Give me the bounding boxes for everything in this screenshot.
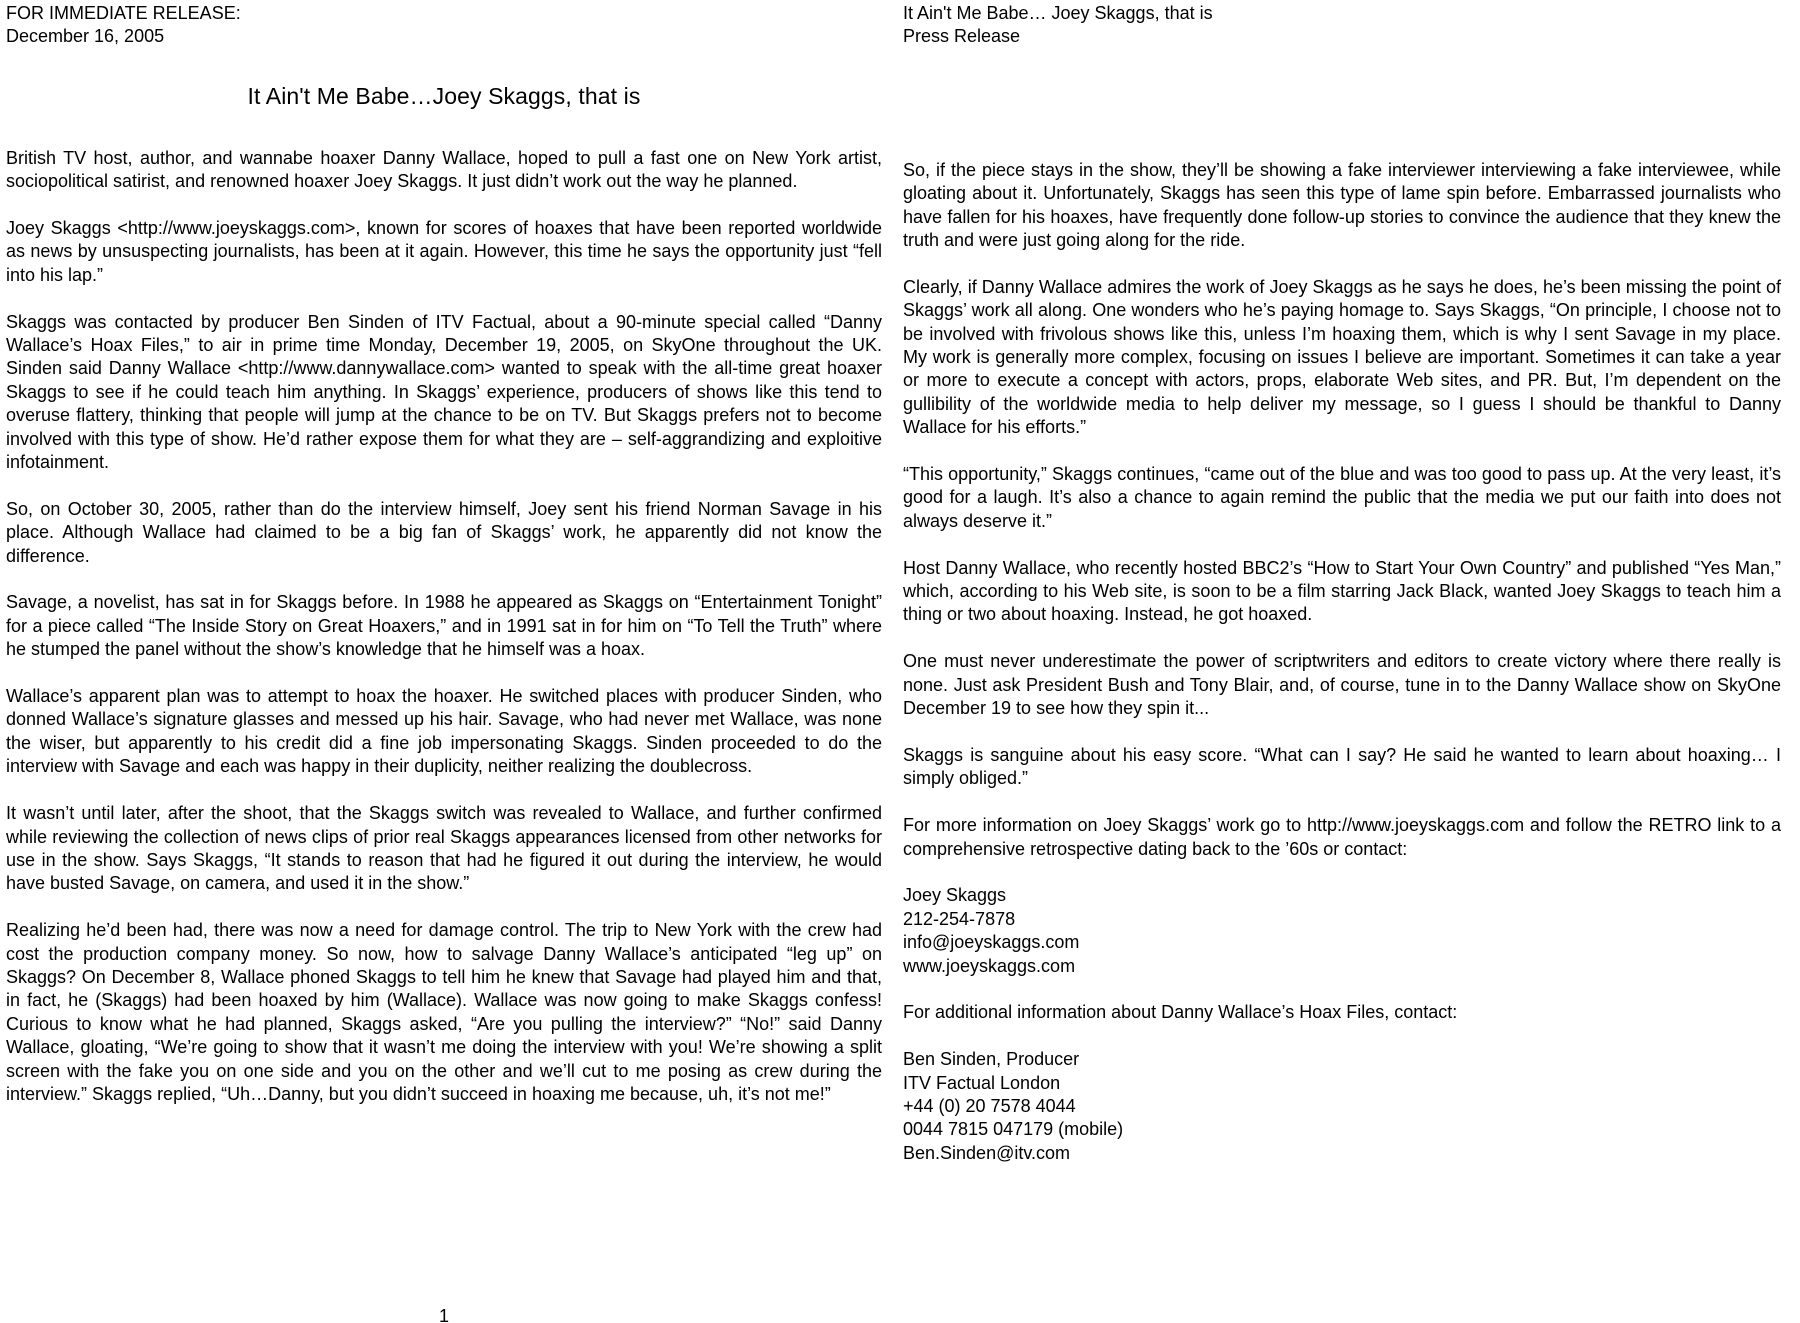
- release-date: December 16, 2005: [6, 26, 165, 47]
- running-header-title: It Ain't Me Babe… Joey Skaggs, that is: [903, 3, 1213, 23]
- document-title: It Ain't Me Babe…Joey Skaggs, that is: [247, 82, 641, 109]
- paragraph: Skaggs is sanguine about his easy score. “What can I say? He said he wanted to learn about hoaxing… I simply obliged.”: [903, 744, 1781, 789]
- paragraph: Joey Skaggs <http://www.joeyskaggs.com>, known for scores of hoaxes that have been reported worldwide as news by unsuspecting journalists, has been at it again. However, this time he says the opportunity just “fell into his lap.”: [6, 218, 882, 285]
- paragraph: Realizing he’d been had, there was now a need for damage control. The trip to New York with the crew had cost the production company money. So now, how to salvage Danny Wallace’s anticipated “leg up” on Skaggs? On December 8, Wallace phoned Skaggs to tell him he knew that Savage had played him and that, in fact, he (Skaggs) had been hoaxed by him (Wallace). Wallace was now going to make Skaggs confess! Curious to know what he had planned, Skaggs asked, “Are you pulling the interview?” “No!” said Danny Wallace, gloating, “We’re going to show that it wasn’t me doing the interview with you! We’re showing a split screen with the fake you on one side and you on the other and we’ll cut to me posing as crew during the interview.” Skaggs replied, “Uh…Danny, but you didn’t succeed in hoaxing me because, uh, it’s not me!”: [6, 920, 882, 1104]
- paragraph: “This opportunity,” Skaggs continues, “came out of the blue and was too good to pass up. At the very least, it’s good for a laugh. It’s also a chance to again remind the public that the media we put our faith into does not always deserve it.”: [903, 464, 1781, 531]
- left-column: [6, 2, 882, 1106]
- running-header: [903, 2, 1781, 49]
- paragraph: One must never underestimate the power of scriptwriters and editors to create victory where there really is none. Just ask President Bush and Tony Blair, and, of course, tune in to the Danny Wallace show on SkyOne December 19 to see how they spin it...: [903, 651, 1781, 719]
- ben-sinden-contact: [903, 1048, 1781, 1165]
- paragraph: For more information on Joey Skaggs’ work go to http://www.joeyskaggs.com and follow the RETRO link to a comprehensive retrospective dating back to the ’60s or contact:: [903, 815, 1781, 859]
- running-header-subtitle: Press Release: [903, 26, 1021, 47]
- right-column-body: [903, 159, 1781, 1165]
- release-label: FOR IMMEDIATE RELEASE:: [6, 3, 241, 23]
- release-header: [6, 2, 882, 49]
- contact-mobile: 0044 7815 047179 (mobile): [903, 1119, 1124, 1140]
- joey-skaggs-contact: [903, 884, 1781, 978]
- page-number: 1: [438, 1306, 449, 1323]
- contact-email: Ben.Sinden@itv.com: [903, 1142, 1071, 1163]
- contact-company: ITV Factual London: [903, 1072, 1061, 1093]
- contact-phone: 212-254-7878: [903, 908, 1016, 929]
- paragraph: Wallace’s apparent plan was to attempt to hoax the hoaxer. He switched places with producer Sinden, who donned Wallace’s signature glasses and messed up his hair. Savage, who had never met Wallace, was none the wiser, but apparently to his credit did a fine job impersonating Skaggs. Sinden proceeded to do the interview with Savage and each was happy in their duplicity, neither realizing the doublecross.: [6, 686, 882, 777]
- paragraph: So, if the piece stays in the show, they’ll be showing a fake interviewer interviewing a fake interviewee, while gloating about it. Unfortunately, Skaggs has seen this type of lame spin before. Embarrassed journalists who have fallen for his hoaxes, have frequently done follow-up stories to convince the audience that they knew the truth and were just going along for the ride.: [903, 159, 1781, 251]
- contact-email: info@joeyskaggs.com: [903, 932, 1080, 953]
- paragraph: Savage, a novelist, has sat in for Skaggs before. In 1988 he appeared as Skaggs on “Entertainment Tonight” for a piece called “The Inside Story on Great Hoaxers,” and in 1991 sat in for him on “To Tell the Truth” where he stumped the panel without the show’s knowledge that he himself was a hoax.: [6, 592, 882, 660]
- paragraph: Skaggs was contacted by producer Ben Sinden of ITV Factual, about a 90-minute special called “Danny Wallace’s Hoax Files,” to air in prime time Monday, December 19, 2005, on SkyOne throughout the UK. Sinden said Danny Wallace <http://www.dannywallace.com> wanted to speak with the all-time great hoaxer Skaggs to see if he could teach him anything. In Skaggs’ experience, producers of shows like this tend to overuse flattery, thinking that people will jump at the chance to be on TV. But Skaggs prefers not to become involved with this type of show. He’d rather expose them for what they are – self-aggrandizing and exploitive infotainment.: [6, 311, 882, 473]
- contact-website: www.joeyskaggs.com: [903, 955, 1076, 976]
- contact-name: Joey Skaggs: [903, 885, 1007, 906]
- paragraph: So, on October 30, 2005, rather than do the interview himself, Joey sent his friend Norman Savage in his place. Although Wallace had claimed to be a big fan of Skaggs’ work, he apparently did not know the difference.: [6, 498, 882, 566]
- contact-name: Ben Sinden, Producer: [903, 1049, 1080, 1070]
- right-column: [903, 2, 1781, 1165]
- paragraph: British TV host, author, and wannabe hoaxer Danny Wallace, hoped to pull a fast one on New York artist, sociopolitical satirist, and renowned hoaxer Joey Skaggs. It just didn’t work out the way he planned.: [6, 147, 882, 192]
- paragraph: It wasn’t until later, after the shoot, that the Skaggs switch was revealed to Wallace, and further confirmed while reviewing the collection of news clips of prior real Skaggs appearances licensed from other networks for use in the show. Says Skaggs, “It stands to reason that had he figured it out during the interview, he would have busted Savage, on camera, and used it in the show.”: [6, 803, 882, 894]
- left-column-body: [6, 147, 882, 1107]
- contact-phone: +44 (0) 20 7578 4044: [903, 1095, 1076, 1116]
- paragraph: Clearly, if Danny Wallace admires the work of Joey Skaggs as he says he does, he’s been missing the point of Skaggs’ work all along. One wonders who he’s paying homage to. Says Skaggs, “On principle, I choose not to be involved with frivolous shows like this, unless I’m hoaxing them, which is why I sent Savage in my place. My work is generally more complex, focusing on issues I believe are important. Sometimes it can take a year or more to execute a concept with actors, props, elaborate Web sites, and PR. But, I’m dependent on the gullibility of the worldwide media to help deliver my message, so I guess I should be thankful to Danny Wallace for his efforts.”: [903, 276, 1781, 438]
- paragraph: Host Danny Wallace, who recently hosted BBC2’s “How to Start Your Own Country” and published “Yes Man,” which, according to his Web site, is soon to be a film starring Jack Black, wanted Joey Skaggs to teach him a thing or two about hoaxing. Instead, he got hoaxed.: [903, 557, 1781, 625]
- paragraph: For additional information about Danny Wallace’s Hoax Files, contact:: [903, 1002, 1458, 1023]
